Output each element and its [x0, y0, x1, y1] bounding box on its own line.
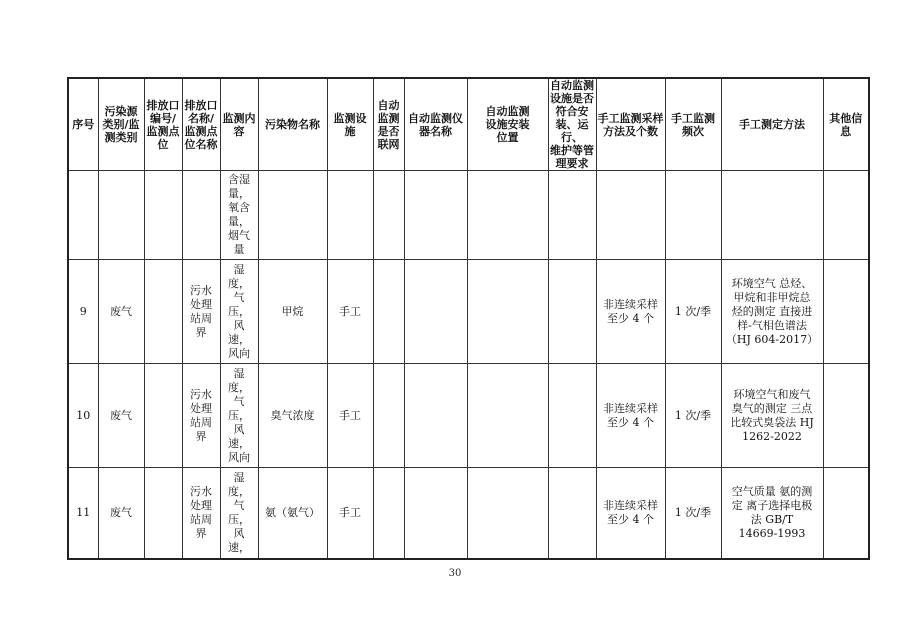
table-row: [68, 260, 869, 364]
table-cell: 湿 度， 气 压， 风 速， 风向: [220, 260, 258, 364]
table-cell: [404, 171, 467, 260]
table-cell: [373, 364, 404, 468]
table-cell: 手工: [327, 468, 373, 559]
table-cell: 手工: [327, 260, 373, 364]
table-cell: [823, 364, 869, 468]
table-cell: 废气: [98, 364, 144, 468]
table-row: [68, 468, 869, 559]
table-cell: [404, 260, 467, 364]
table-cell: 9: [68, 260, 98, 364]
table-cell: 污水 处理 站周 界: [182, 468, 220, 559]
header-cell: 其他信息: [823, 78, 869, 171]
table-cell: 11: [68, 468, 98, 559]
table-cell: [548, 468, 596, 559]
table-cell: 1 次/季: [665, 260, 721, 364]
table-cell: [467, 364, 548, 468]
table-cell: 环境空气和废气 臭气的测定 三点 比较式臭袋法 HJ 1262-2022: [721, 364, 823, 468]
table-cell: 污水 处理 站周 界: [182, 364, 220, 468]
table-cell: [404, 468, 467, 559]
header-cell: 自动监测 设施是否 符合安 装、运行、 维护等管 理要求: [550, 79, 594, 170]
header-cell: 自动监测 设施安装 位置: [467, 78, 548, 171]
monitoring-table: [67, 77, 870, 560]
table-cell: [373, 468, 404, 559]
table-cell: [144, 260, 182, 364]
table-cell: 湿 度， 气 压， 风 速， 风向: [220, 364, 258, 468]
table-cell: 10: [68, 364, 98, 468]
table-cell: [258, 171, 327, 260]
table-cell: 环境空气 总烃、 甲烷和非甲烷总 烃的测定 直接进 样-气相色谱法 （HJ 604-2017）: [721, 260, 823, 364]
table-cell: 废气: [98, 260, 144, 364]
header-cell: 污染源 类别/监 测类别: [98, 78, 144, 171]
table-cell: [373, 260, 404, 364]
table-cell: 非连续采样 至少 4 个: [596, 260, 665, 364]
table-cell: [467, 171, 548, 260]
header-cell: 手工测定方法: [721, 78, 823, 171]
header-cell: 监测内 容: [220, 78, 258, 171]
header-cell: 排放口 名称/ 监测点 位名称: [182, 78, 220, 171]
header-cell: 监测设施: [327, 78, 373, 171]
table-cell: [98, 171, 144, 260]
header-row: [68, 78, 869, 171]
table-cell: [327, 171, 373, 260]
table-cell: [68, 171, 98, 260]
table-cell: [144, 364, 182, 468]
table-cell: [823, 468, 869, 559]
table-cell: [404, 364, 467, 468]
table-cell: 含湿 量， 氧含 量， 烟气 量: [220, 171, 258, 260]
table-cell: [823, 171, 869, 260]
header-cell: 手工监测采样 方法及个数: [596, 78, 665, 171]
table-cell: [373, 171, 404, 260]
table-cell: [823, 260, 869, 364]
table-cell: [665, 171, 721, 260]
table-cell: [144, 171, 182, 260]
header-cell: 序号: [68, 78, 98, 171]
table-cell: [548, 364, 596, 468]
table-cell: 臭气浓度: [258, 364, 327, 468]
page-number: 30: [448, 568, 462, 579]
header-cell: 排放口 编号/ 监测点 位: [144, 78, 182, 171]
table-cell: 污水 处理 站周 界: [182, 260, 220, 364]
table-cell: 1 次/季: [665, 364, 721, 468]
table-cell: [548, 260, 596, 364]
table-cell: 空气质量 氨的测 定 离子选择电极 法 GB/T 14669-1993: [721, 468, 823, 559]
header-cell: 自动监测仪 器名称: [404, 78, 467, 171]
table-cell: [467, 468, 548, 559]
table-cell: 1 次/季: [665, 468, 721, 559]
table-cell: 废气: [98, 468, 144, 559]
table-cell: [596, 171, 665, 260]
table-cell: [182, 171, 220, 260]
table-cell: [144, 468, 182, 559]
table-cell: 湿 度， 气 压， 风 速，: [220, 468, 258, 559]
table-row: [68, 364, 869, 468]
table-cell: [467, 260, 548, 364]
header-cell: 污染物名称: [258, 78, 327, 171]
header-cell: 自动 监测 是否 联网: [373, 78, 404, 171]
table-cell: 非连续采样 至少 4 个: [596, 468, 665, 559]
table-row: [68, 171, 869, 260]
table-cell: 非连续采样 至少 4 个: [596, 364, 665, 468]
table-cell: [548, 171, 596, 260]
table-cell: [721, 171, 823, 260]
table-cell: 氨（氨气）: [258, 468, 327, 559]
table-cell: 甲烷: [258, 260, 327, 364]
header-cell: 手工监测 频次: [665, 78, 721, 171]
table-cell: 手工: [327, 364, 373, 468]
